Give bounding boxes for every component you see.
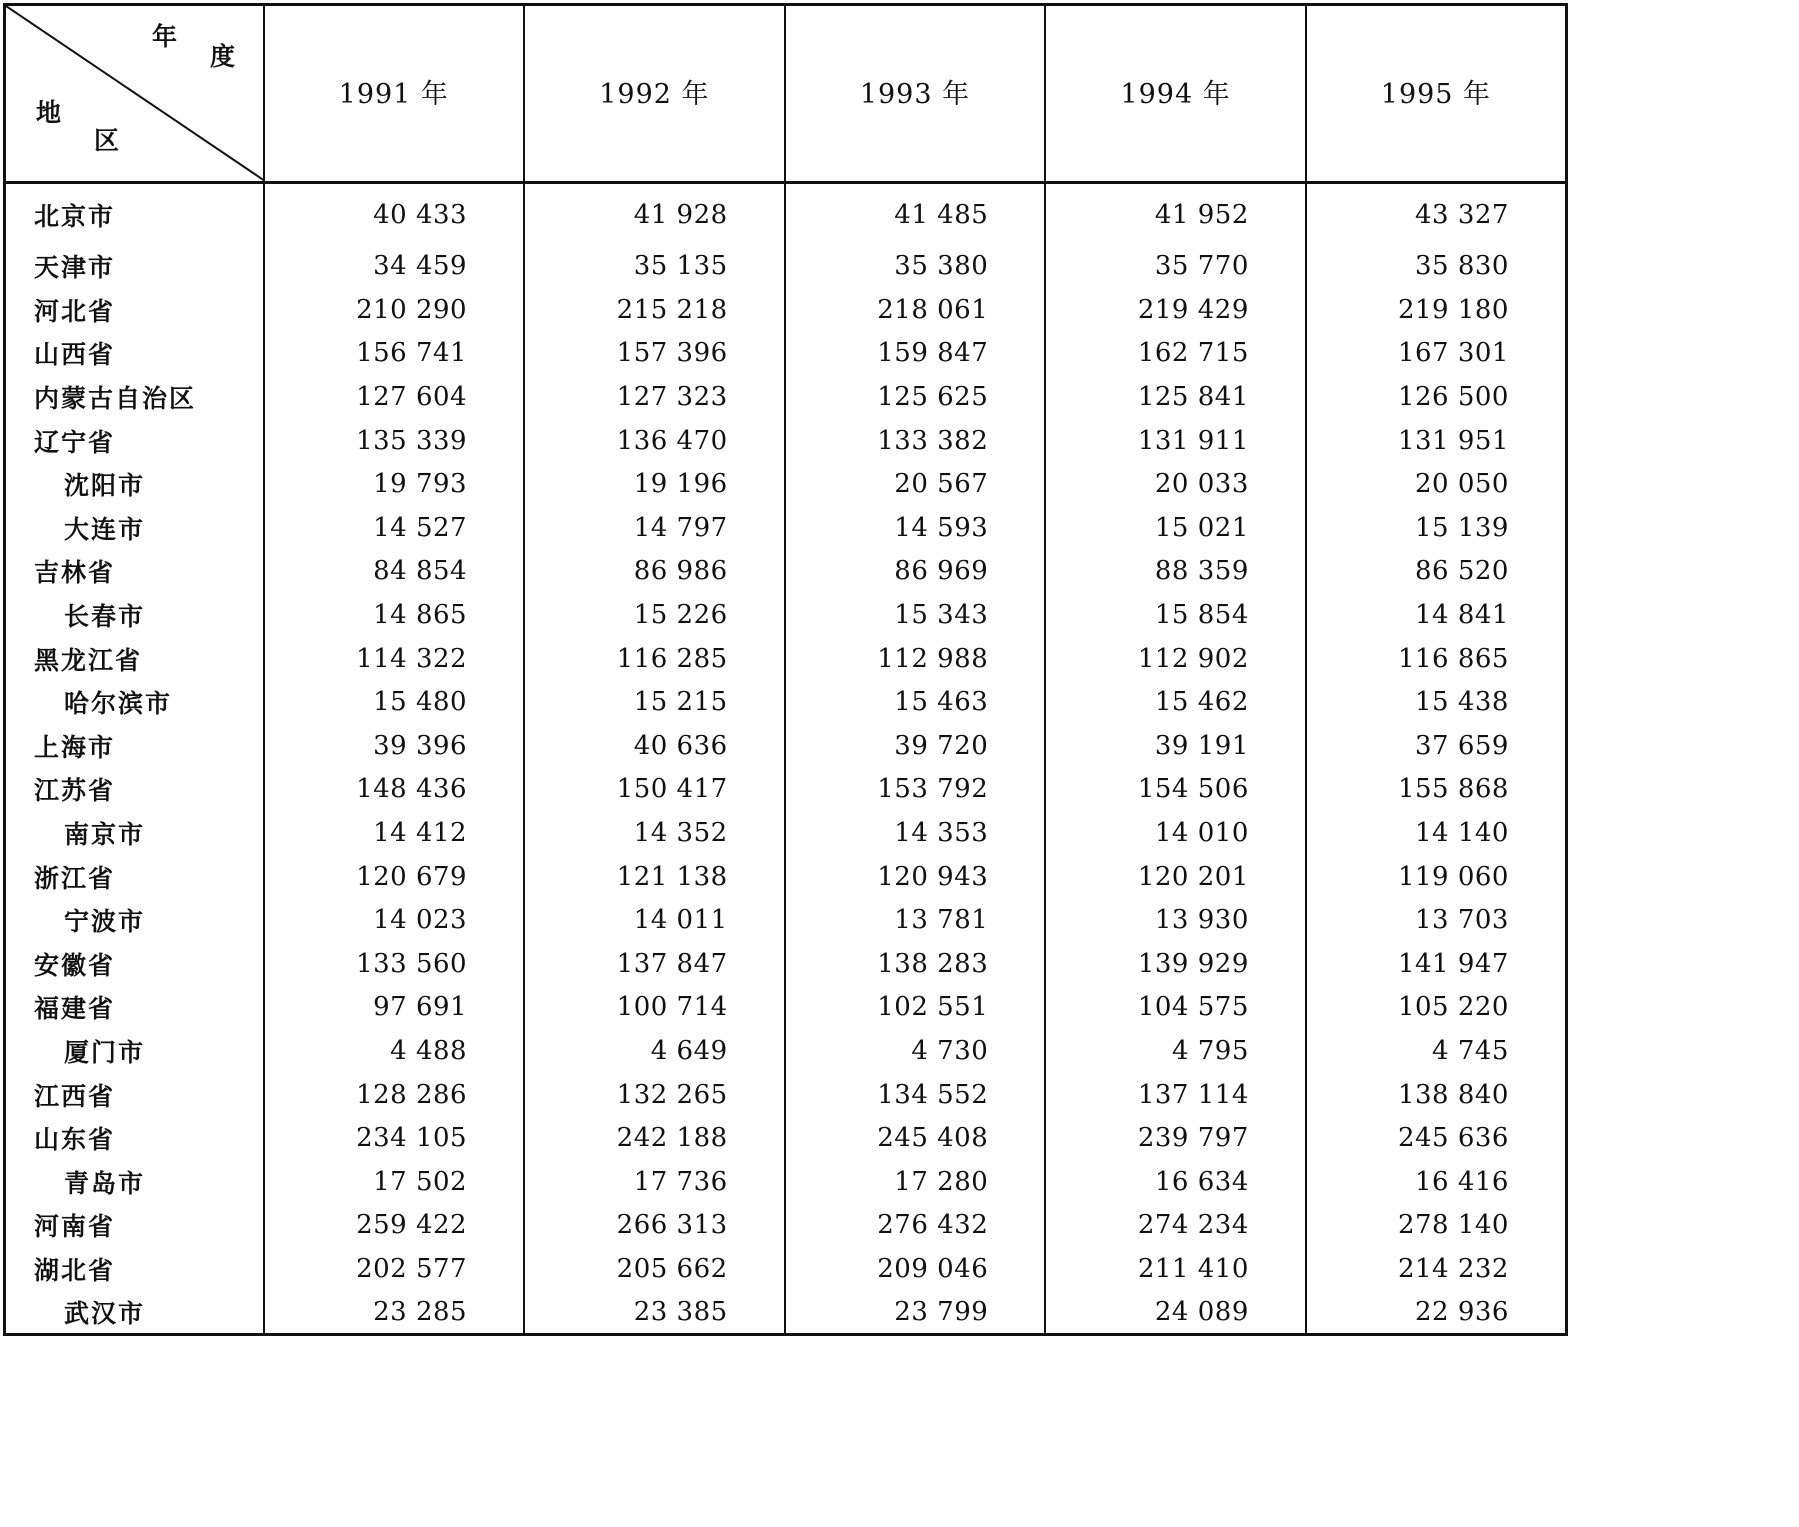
value-cell: 34 459 <box>264 245 525 289</box>
value-cell: 35 135 <box>524 245 785 289</box>
value-cell: 13 703 <box>1306 898 1567 942</box>
value-cell: 15 462 <box>1045 680 1306 724</box>
value-cell: 157 396 <box>524 332 785 376</box>
city-name-cell: 长春市 <box>5 593 264 637</box>
region-name-cell: 江苏省 <box>5 768 264 812</box>
table-row <box>5 855 1567 899</box>
value-cell: 4 745 <box>1306 1029 1567 1073</box>
value-cell: 167 301 <box>1306 332 1567 376</box>
value-cell: 88 359 <box>1045 550 1306 594</box>
value-cell: 15 343 <box>785 593 1046 637</box>
value-cell: 20 050 <box>1306 462 1567 506</box>
region-name-cell: 天津市 <box>5 245 264 289</box>
city-name-cell: 沈阳市 <box>5 462 264 506</box>
value-cell: 16 416 <box>1306 1160 1567 1204</box>
value-cell: 13 930 <box>1045 898 1306 942</box>
value-cell: 14 865 <box>264 593 525 637</box>
value-cell: 219 180 <box>1306 288 1567 332</box>
value-cell: 211 410 <box>1045 1247 1306 1291</box>
city-name-cell: 武汉市 <box>5 1291 264 1335</box>
corner-region-char-1: 地 <box>36 98 62 127</box>
value-cell: 14 412 <box>264 811 525 855</box>
value-cell: 127 323 <box>524 375 785 419</box>
value-cell: 125 841 <box>1045 375 1306 419</box>
value-cell: 4 795 <box>1045 1029 1306 1073</box>
value-cell: 141 947 <box>1306 942 1567 986</box>
value-cell: 14 841 <box>1306 593 1567 637</box>
value-cell: 14 353 <box>785 811 1046 855</box>
table-row <box>5 419 1567 463</box>
value-cell: 4 488 <box>264 1029 525 1073</box>
value-cell: 41 485 <box>785 183 1046 245</box>
city-name-cell: 大连市 <box>5 506 264 550</box>
value-cell: 104 575 <box>1045 986 1306 1030</box>
year-header-1991: 1991 年 <box>264 5 525 183</box>
table-row <box>5 986 1567 1030</box>
value-cell: 14 352 <box>524 811 785 855</box>
table-row <box>5 593 1567 637</box>
value-cell: 121 138 <box>524 855 785 899</box>
table-row <box>5 462 1567 506</box>
value-cell: 41 928 <box>524 183 785 245</box>
value-cell: 15 438 <box>1306 680 1567 724</box>
value-cell: 112 902 <box>1045 637 1306 681</box>
value-cell: 120 201 <box>1045 855 1306 899</box>
value-cell: 97 691 <box>264 986 525 1030</box>
table-row <box>5 1116 1567 1160</box>
value-cell: 128 286 <box>264 1073 525 1117</box>
value-cell: 112 988 <box>785 637 1046 681</box>
value-cell: 20 033 <box>1045 462 1306 506</box>
value-cell: 114 322 <box>264 637 525 681</box>
value-cell: 15 854 <box>1045 593 1306 637</box>
table-row <box>5 1204 1567 1248</box>
value-cell: 259 422 <box>264 1204 525 1248</box>
value-cell: 278 140 <box>1306 1204 1567 1248</box>
table-row <box>5 288 1567 332</box>
value-cell: 120 943 <box>785 855 1046 899</box>
value-cell: 4 730 <box>785 1029 1046 1073</box>
value-cell: 100 714 <box>524 986 785 1030</box>
corner-region-char-2: 区 <box>94 126 120 155</box>
value-cell: 159 847 <box>785 332 1046 376</box>
value-cell: 23 385 <box>524 1291 785 1335</box>
table-row <box>5 245 1567 289</box>
region-name-cell: 浙江省 <box>5 855 264 899</box>
value-cell: 131 951 <box>1306 419 1567 463</box>
value-cell: 242 188 <box>524 1116 785 1160</box>
value-cell: 14 797 <box>524 506 785 550</box>
value-cell: 35 830 <box>1306 245 1567 289</box>
table-row <box>5 898 1567 942</box>
table-row <box>5 680 1567 724</box>
year-header-1992: 1992 年 <box>524 5 785 183</box>
table-row <box>5 375 1567 419</box>
region-name-cell: 山东省 <box>5 1116 264 1160</box>
value-cell: 15 215 <box>524 680 785 724</box>
value-cell: 40 433 <box>264 183 525 245</box>
value-cell: 14 023 <box>264 898 525 942</box>
table-row <box>5 332 1567 376</box>
region-name-cell: 湖北省 <box>5 1247 264 1291</box>
table-body <box>5 183 1567 1335</box>
value-cell: 133 382 <box>785 419 1046 463</box>
value-cell: 23 285 <box>264 1291 525 1335</box>
value-cell: 86 969 <box>785 550 1046 594</box>
region-name-cell: 辽宁省 <box>5 419 264 463</box>
value-cell: 24 089 <box>1045 1291 1306 1335</box>
value-cell: 218 061 <box>785 288 1046 332</box>
table-row <box>5 183 1567 245</box>
region-name-cell: 山西省 <box>5 332 264 376</box>
value-cell: 84 854 <box>264 550 525 594</box>
value-cell: 17 736 <box>524 1160 785 1204</box>
value-cell: 215 218 <box>524 288 785 332</box>
value-cell: 19 196 <box>524 462 785 506</box>
region-name-cell: 北京市 <box>5 183 264 245</box>
city-name-cell: 厦门市 <box>5 1029 264 1073</box>
year-header-1994: 1994 年 <box>1045 5 1306 183</box>
region-name-cell: 上海市 <box>5 724 264 768</box>
table-row <box>5 811 1567 855</box>
table-row <box>5 1073 1567 1117</box>
value-cell: 210 290 <box>264 288 525 332</box>
value-cell: 155 868 <box>1306 768 1567 812</box>
value-cell: 39 720 <box>785 724 1046 768</box>
header-row <box>5 5 1567 183</box>
value-cell: 13 781 <box>785 898 1046 942</box>
year-header-1993: 1993 年 <box>785 5 1046 183</box>
table-row <box>5 1247 1567 1291</box>
value-cell: 205 662 <box>524 1247 785 1291</box>
region-name-cell: 吉林省 <box>5 550 264 594</box>
city-name-cell: 南京市 <box>5 811 264 855</box>
value-cell: 119 060 <box>1306 855 1567 899</box>
value-cell: 22 936 <box>1306 1291 1567 1335</box>
table-row <box>5 550 1567 594</box>
value-cell: 148 436 <box>264 768 525 812</box>
value-cell: 162 715 <box>1045 332 1306 376</box>
city-name-cell: 哈尔滨市 <box>5 680 264 724</box>
value-cell: 14 593 <box>785 506 1046 550</box>
value-cell: 14 010 <box>1045 811 1306 855</box>
value-cell: 116 865 <box>1306 637 1567 681</box>
value-cell: 14 011 <box>524 898 785 942</box>
table-row <box>5 506 1567 550</box>
value-cell: 37 659 <box>1306 724 1567 768</box>
value-cell: 125 625 <box>785 375 1046 419</box>
region-name-cell: 河南省 <box>5 1204 264 1248</box>
value-cell: 214 232 <box>1306 1247 1567 1291</box>
value-cell: 15 463 <box>785 680 1046 724</box>
value-cell: 19 793 <box>264 462 525 506</box>
value-cell: 39 191 <box>1045 724 1306 768</box>
region-name-cell: 福建省 <box>5 986 264 1030</box>
value-cell: 4 649 <box>524 1029 785 1073</box>
statistics-table <box>3 3 1568 1336</box>
value-cell: 15 226 <box>524 593 785 637</box>
value-cell: 138 283 <box>785 942 1046 986</box>
value-cell: 23 799 <box>785 1291 1046 1335</box>
value-cell: 35 380 <box>785 245 1046 289</box>
table-row <box>5 1029 1567 1073</box>
value-cell: 20 567 <box>785 462 1046 506</box>
value-cell: 126 500 <box>1306 375 1567 419</box>
city-name-cell: 宁波市 <box>5 898 264 942</box>
table-row <box>5 1291 1567 1335</box>
region-name-cell: 江西省 <box>5 1073 264 1117</box>
corner-year-char-1: 年 <box>152 22 178 51</box>
value-cell: 17 502 <box>264 1160 525 1204</box>
value-cell: 41 952 <box>1045 183 1306 245</box>
value-cell: 153 792 <box>785 768 1046 812</box>
value-cell: 150 417 <box>524 768 785 812</box>
region-name-cell: 安徽省 <box>5 942 264 986</box>
value-cell: 136 470 <box>524 419 785 463</box>
corner-diagonal-line <box>6 6 264 181</box>
value-cell: 156 741 <box>264 332 525 376</box>
value-cell: 274 234 <box>1045 1204 1306 1248</box>
value-cell: 133 560 <box>264 942 525 986</box>
value-cell: 135 339 <box>264 419 525 463</box>
value-cell: 239 797 <box>1045 1116 1306 1160</box>
value-cell: 40 636 <box>524 724 785 768</box>
value-cell: 234 105 <box>264 1116 525 1160</box>
year-header-1995: 1995 年 <box>1306 5 1567 183</box>
value-cell: 120 679 <box>264 855 525 899</box>
value-cell: 219 429 <box>1045 288 1306 332</box>
value-cell: 16 634 <box>1045 1160 1306 1204</box>
value-cell: 139 929 <box>1045 942 1306 986</box>
corner-year-char-2: 度 <box>210 42 236 71</box>
value-cell: 266 313 <box>524 1204 785 1248</box>
value-cell: 105 220 <box>1306 986 1567 1030</box>
value-cell: 116 285 <box>524 637 785 681</box>
table-row <box>5 1160 1567 1204</box>
value-cell: 102 551 <box>785 986 1046 1030</box>
city-name-cell: 青岛市 <box>5 1160 264 1204</box>
region-name-cell: 黑龙江省 <box>5 637 264 681</box>
value-cell: 245 636 <box>1306 1116 1567 1160</box>
value-cell: 15 480 <box>264 680 525 724</box>
table-row <box>5 637 1567 681</box>
value-cell: 154 506 <box>1045 768 1306 812</box>
value-cell: 137 847 <box>524 942 785 986</box>
value-cell: 39 396 <box>264 724 525 768</box>
value-cell: 137 114 <box>1045 1073 1306 1117</box>
value-cell: 134 552 <box>785 1073 1046 1117</box>
value-cell: 86 520 <box>1306 550 1567 594</box>
value-cell: 276 432 <box>785 1204 1046 1248</box>
value-cell: 15 139 <box>1306 506 1567 550</box>
value-cell: 127 604 <box>264 375 525 419</box>
value-cell: 138 840 <box>1306 1073 1567 1117</box>
region-name-cell: 内蒙古自治区 <box>5 375 264 419</box>
value-cell: 245 408 <box>785 1116 1046 1160</box>
table-row <box>5 942 1567 986</box>
value-cell: 132 265 <box>524 1073 785 1117</box>
value-cell: 35 770 <box>1045 245 1306 289</box>
region-name-cell: 河北省 <box>5 288 264 332</box>
value-cell: 14 140 <box>1306 811 1567 855</box>
table-row <box>5 724 1567 768</box>
value-cell: 209 046 <box>785 1247 1046 1291</box>
table-row <box>5 768 1567 812</box>
value-cell: 43 327 <box>1306 183 1567 245</box>
value-cell: 86 986 <box>524 550 785 594</box>
value-cell: 15 021 <box>1045 506 1306 550</box>
value-cell: 14 527 <box>264 506 525 550</box>
corner-header-cell <box>5 5 264 183</box>
value-cell: 131 911 <box>1045 419 1306 463</box>
value-cell: 202 577 <box>264 1247 525 1291</box>
value-cell: 17 280 <box>785 1160 1046 1204</box>
